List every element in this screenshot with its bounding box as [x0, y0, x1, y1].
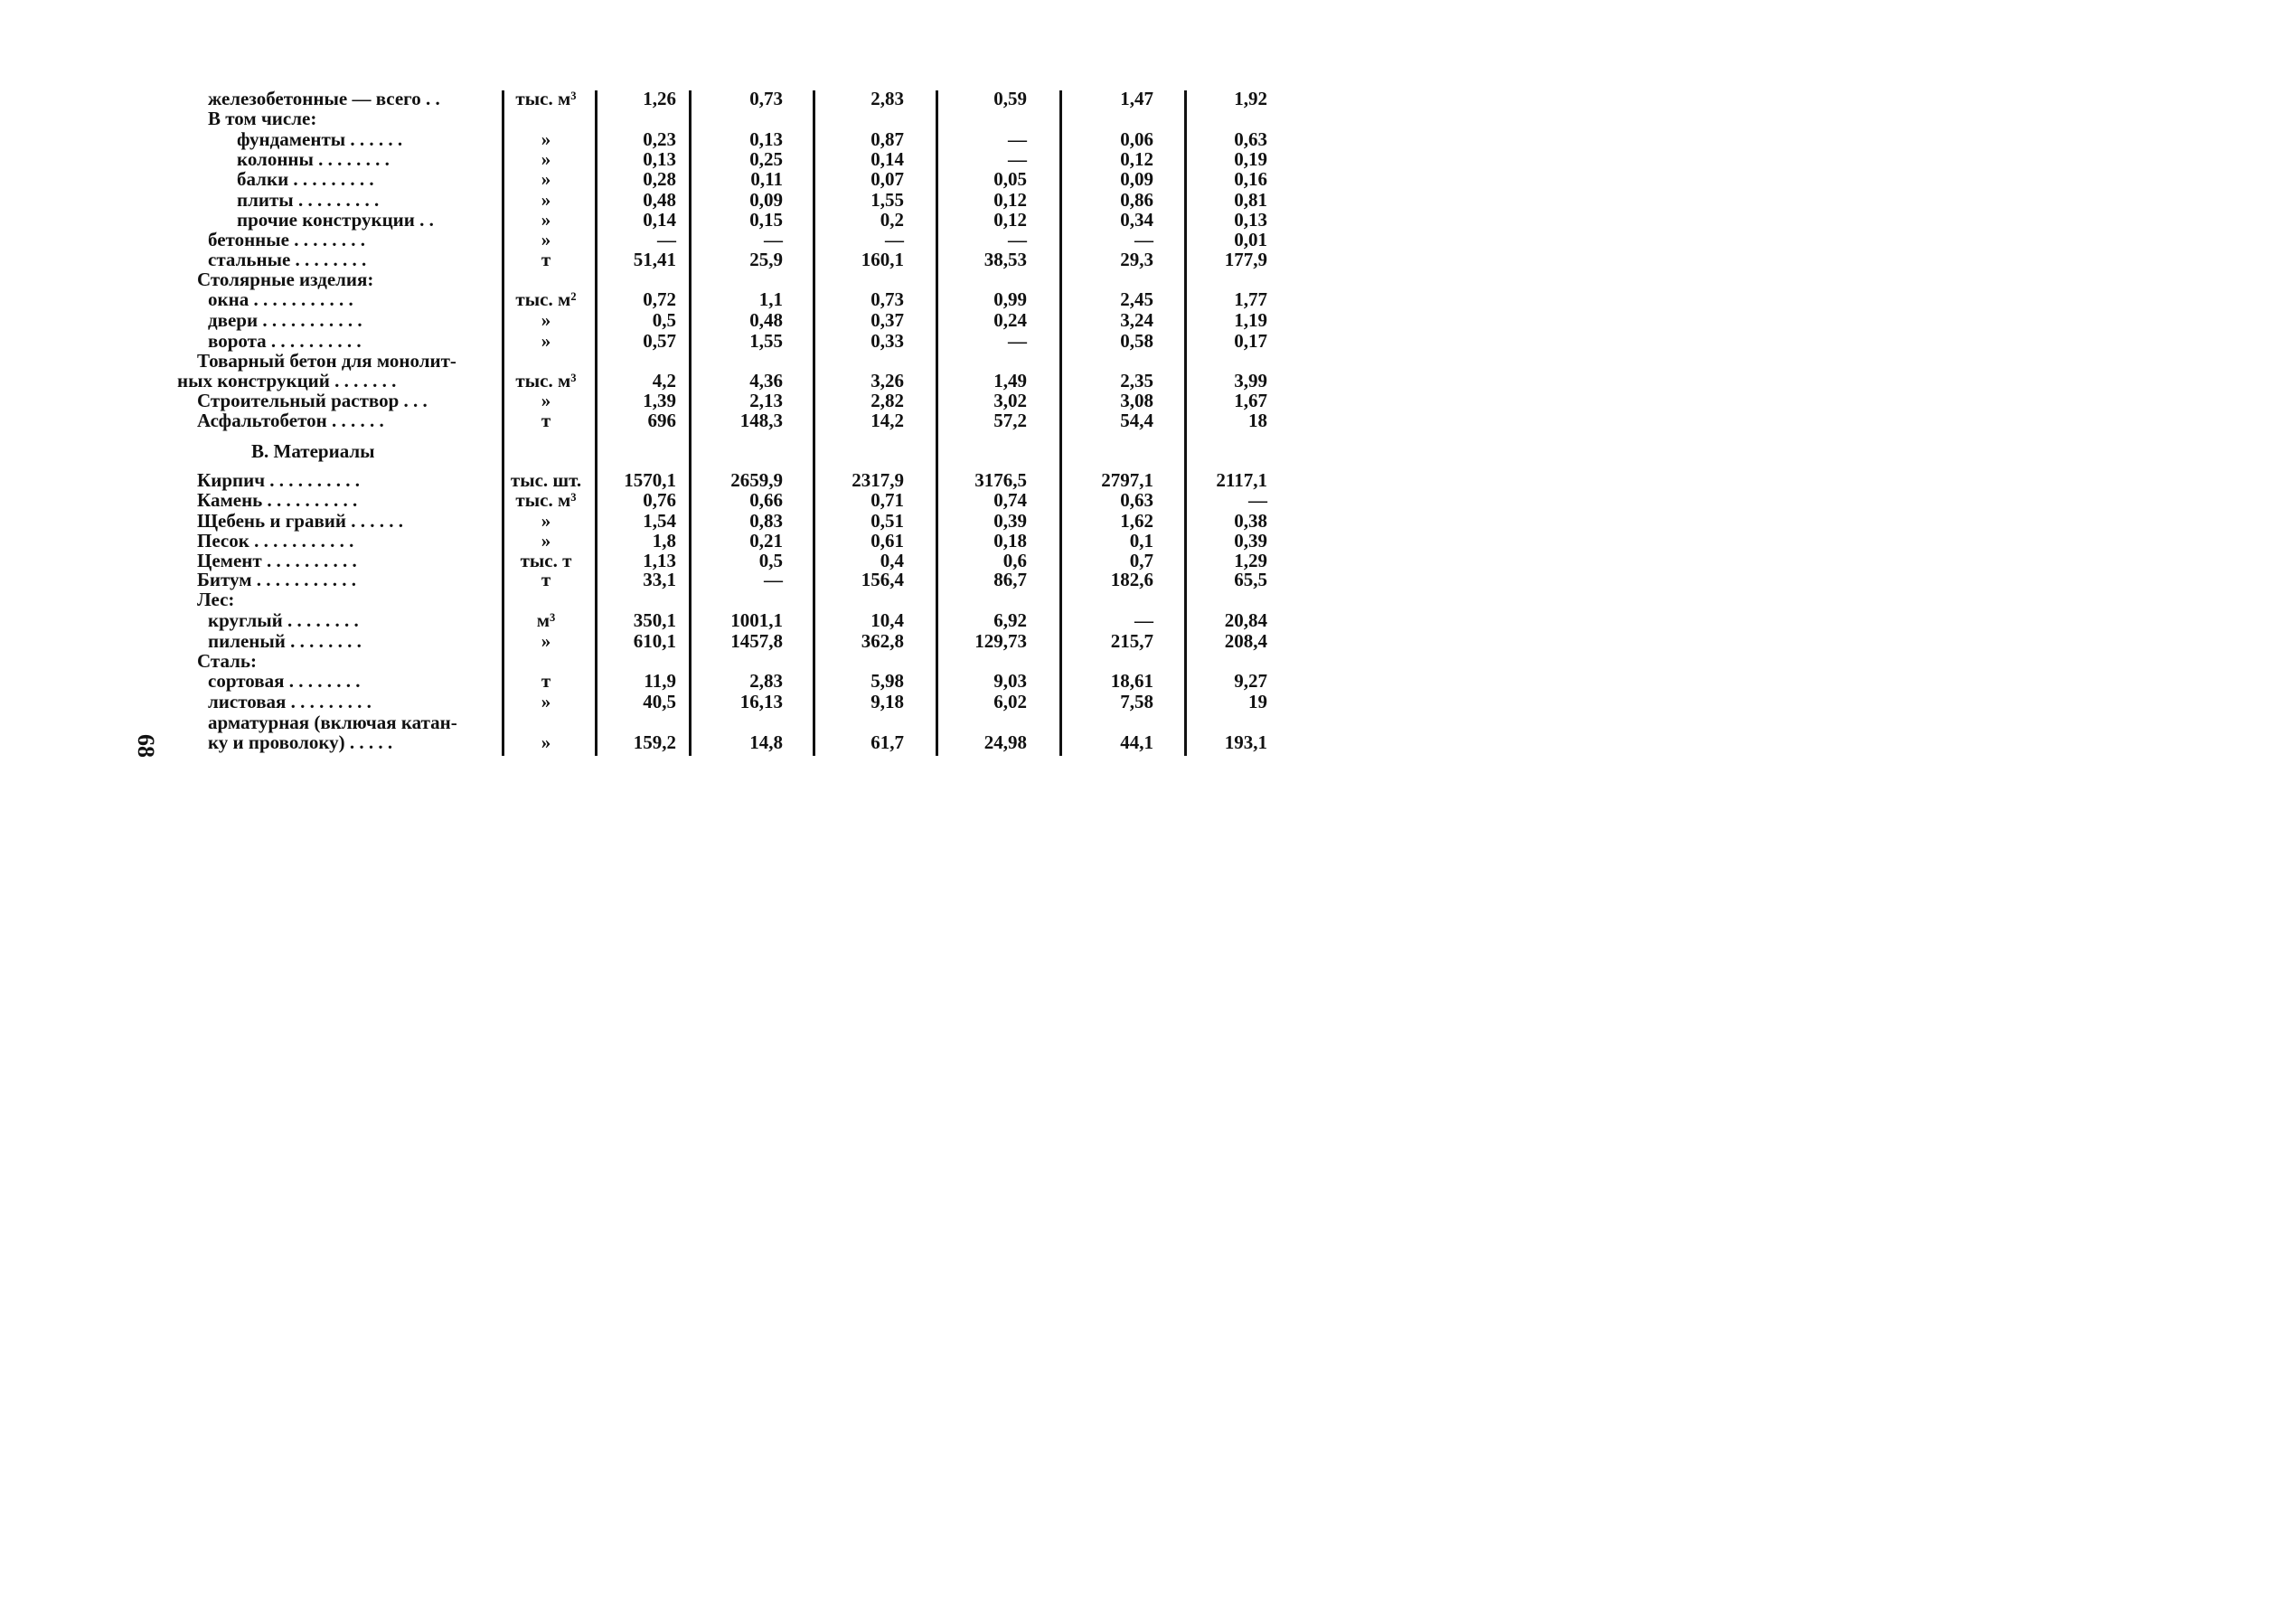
value-cell: 148,3	[739, 410, 783, 431]
value-cell	[805, 351, 904, 371]
table-row	[0, 371, 1412, 391]
value-cell: 1,92	[1234, 88, 1267, 109]
value-cell: —	[1134, 229, 1153, 250]
row-label: ку и проволоку) . . . . .	[208, 731, 393, 753]
value-cell: 65,5	[1234, 569, 1267, 590]
unit-cell: »	[541, 691, 551, 712]
value-cell: 0,5	[758, 550, 783, 571]
value-cell	[805, 712, 904, 732]
value-cell: 2317,9	[852, 469, 904, 491]
value-cell: 0,5	[652, 309, 676, 331]
row-label: Кирпич . . . . . . . . . .	[197, 469, 361, 491]
unit-cell: т	[541, 569, 551, 590]
value-cell: 9,27	[1234, 670, 1267, 692]
table-row	[0, 230, 1412, 250]
unit-cell: »	[541, 630, 551, 652]
table-row	[0, 250, 1412, 269]
value-cell: 0,12	[993, 209, 1027, 231]
value-cell: 0,74	[993, 489, 1027, 511]
value-cell: 0,2	[880, 209, 904, 231]
value-cell: 0,87	[870, 128, 904, 150]
value-cell: 5,98	[870, 670, 904, 692]
value-cell: 0,73	[749, 88, 783, 109]
value-cell: —	[1008, 330, 1027, 352]
value-cell: 9,18	[870, 691, 904, 712]
table-row	[0, 470, 1412, 490]
value-cell: 0,11	[750, 168, 783, 190]
value-cell: 0,09	[749, 189, 783, 211]
unit-cell: »	[541, 128, 551, 150]
table-row	[0, 210, 1412, 230]
value-cell: 0,37	[870, 309, 904, 331]
unit-cell: »	[541, 209, 551, 231]
row-label: Столярные изделия:	[197, 269, 374, 290]
value-cell: 0,71	[870, 489, 904, 511]
value-cell: 0,18	[993, 530, 1027, 552]
value-cell	[683, 712, 783, 732]
table-row	[0, 129, 1412, 149]
unit-cell: »	[541, 229, 551, 250]
value-cell: 0,58	[1120, 330, 1153, 352]
value-cell	[1168, 108, 1267, 128]
value-cell: 6,02	[993, 691, 1027, 712]
value-cell: 0,13	[643, 148, 676, 170]
value-cell	[1168, 651, 1267, 671]
value-cell: 54,4	[1120, 410, 1153, 431]
value-cell: 0,83	[749, 510, 783, 532]
value-cell	[805, 589, 904, 609]
value-cell: 2,83	[870, 88, 904, 109]
value-cell: 20,84	[1224, 609, 1267, 631]
row-label: В том числе:	[208, 108, 317, 129]
value-cell: 1,26	[643, 88, 676, 109]
value-cell	[1168, 589, 1267, 609]
table-row	[0, 671, 1412, 691]
table-row	[0, 551, 1412, 571]
row-label: листовая . . . . . . . . .	[208, 691, 372, 712]
value-cell: 2,82	[870, 390, 904, 411]
value-cell	[805, 108, 904, 128]
table-row	[0, 289, 1412, 309]
unit-cell: м³	[536, 609, 556, 631]
section-title: В. Материалы	[251, 440, 375, 462]
page-number: 68	[133, 734, 159, 758]
value-cell: 0,07	[870, 168, 904, 190]
value-cell: —	[1134, 609, 1153, 631]
value-cell: 3,99	[1234, 370, 1267, 391]
row-label: круглый . . . . . . . .	[208, 609, 359, 631]
value-cell	[577, 651, 676, 671]
value-cell: 1,55	[870, 189, 904, 211]
row-label: фундаменты . . . . . .	[237, 128, 403, 150]
value-cell: 7,58	[1120, 691, 1153, 712]
value-cell: 0,17	[1234, 330, 1267, 352]
column-divider	[1059, 90, 1062, 756]
value-cell: 1,49	[993, 370, 1027, 391]
row-label: железобетонные — всего . .	[208, 88, 440, 109]
value-cell: 0,01	[1234, 229, 1267, 250]
value-cell: —	[885, 229, 904, 250]
unit-cell: »	[541, 530, 551, 552]
unit-cell: »	[541, 189, 551, 211]
unit-cell: тыс. шт.	[510, 469, 582, 491]
value-cell	[683, 651, 783, 671]
value-cell: —	[1008, 148, 1027, 170]
value-cell: 33,1	[643, 569, 676, 590]
table-row	[0, 511, 1412, 531]
column-divider	[1184, 90, 1187, 756]
value-cell: 18,61	[1110, 670, 1153, 692]
value-cell: 0,7	[1129, 550, 1153, 571]
value-cell: 2,13	[749, 390, 783, 411]
value-cell: 1001,1	[730, 609, 783, 631]
value-cell: 0,12	[993, 189, 1027, 211]
value-cell: 362,8	[861, 630, 904, 652]
value-cell: 215,7	[1110, 630, 1153, 652]
table-row	[0, 692, 1412, 712]
row-label: Камень . . . . . . . . . .	[197, 489, 358, 511]
value-cell: 86,7	[993, 569, 1027, 590]
unit-cell: тыс. м³	[515, 370, 577, 391]
value-cell: 2,35	[1120, 370, 1153, 391]
value-cell: 1,62	[1120, 510, 1153, 532]
value-cell: 2,83	[749, 670, 783, 692]
value-cell: 4,36	[749, 370, 783, 391]
value-cell: 0,81	[1234, 189, 1267, 211]
value-cell: 0,66	[749, 489, 783, 511]
table-row	[0, 89, 1412, 108]
value-cell	[683, 589, 783, 609]
value-cell: 2659,9	[730, 469, 783, 491]
value-cell: 0,1	[1129, 530, 1153, 552]
value-cell: —	[1248, 489, 1267, 511]
column-divider	[813, 90, 815, 756]
row-label: пиленый . . . . . . . .	[208, 630, 362, 652]
table-row	[0, 190, 1412, 210]
value-cell: 0,6	[1002, 550, 1027, 571]
column-divider	[689, 90, 692, 756]
value-cell: 14,2	[870, 410, 904, 431]
table-row	[0, 310, 1412, 330]
value-cell: —	[1008, 128, 1027, 150]
value-cell: 0,76	[643, 489, 676, 511]
row-label: балки . . . . . . . . .	[237, 168, 374, 190]
value-cell: 0,73	[870, 288, 904, 310]
row-label: Щебень и гравий . . . . . .	[197, 510, 403, 532]
table-row	[0, 331, 1412, 351]
row-label: Битум . . . . . . . . . . .	[197, 569, 357, 590]
value-cell: —	[657, 229, 676, 250]
value-cell: 0,86	[1120, 189, 1153, 211]
value-cell	[577, 351, 676, 371]
column-divider	[595, 90, 598, 756]
value-cell: 1,54	[643, 510, 676, 532]
unit-cell: тыс. м³	[515, 489, 577, 511]
value-cell	[927, 712, 1027, 732]
row-label: прочие конструкции . .	[237, 209, 434, 231]
value-cell: 40,5	[643, 691, 676, 712]
value-cell: 0,4	[880, 550, 904, 571]
table-row	[0, 610, 1412, 630]
value-cell: 610,1	[633, 630, 676, 652]
value-cell: 193,1	[1224, 731, 1267, 753]
row-label: Строительный раствор . . .	[197, 390, 428, 411]
value-cell: 1,13	[643, 550, 676, 571]
value-cell: 0,15	[749, 209, 783, 231]
value-cell: 0,12	[1120, 148, 1153, 170]
value-cell	[1054, 351, 1153, 371]
row-label: Песок . . . . . . . . . . .	[197, 530, 354, 552]
table-row	[0, 712, 1412, 732]
value-cell: 0,51	[870, 510, 904, 532]
value-cell	[1168, 712, 1267, 732]
value-cell	[927, 108, 1027, 128]
row-label: арматурная (включая катан-	[208, 712, 457, 733]
value-cell: 16,13	[739, 691, 783, 712]
value-cell: 19	[1248, 691, 1267, 712]
value-cell: 2117,1	[1216, 469, 1267, 491]
value-cell: 0,05	[993, 168, 1027, 190]
value-cell: 0,48	[643, 189, 676, 211]
unit-cell: т	[541, 670, 551, 692]
value-cell: 0,06	[1120, 128, 1153, 150]
value-cell: 0,14	[870, 148, 904, 170]
row-label: Лес:	[197, 589, 235, 610]
value-cell: 3,26	[870, 370, 904, 391]
row-label: плиты . . . . . . . . .	[237, 189, 380, 211]
value-cell: 0,59	[993, 88, 1027, 109]
value-cell	[1054, 712, 1153, 732]
table-row	[0, 589, 1412, 609]
row-label: Сталь:	[197, 650, 258, 672]
value-cell: 1,55	[749, 330, 783, 352]
value-cell: 9,03	[993, 670, 1027, 692]
value-cell: 0,72	[643, 288, 676, 310]
value-cell: 4,2	[652, 370, 676, 391]
value-cell	[683, 351, 783, 371]
value-cell: 696	[647, 410, 676, 431]
unit-cell: тыс. м²	[515, 288, 577, 310]
row-label: сортовая . . . . . . . .	[208, 670, 361, 692]
value-cell	[683, 108, 783, 128]
unit-cell: тыс. м³	[515, 88, 577, 109]
value-cell: 3,24	[1120, 309, 1153, 331]
value-cell	[683, 269, 783, 289]
value-cell	[927, 351, 1027, 371]
value-cell: —	[1008, 229, 1027, 250]
row-label: бетонные . . . . . . . .	[208, 229, 365, 250]
value-cell: 0,25	[749, 148, 783, 170]
value-cell: 177,9	[1224, 249, 1267, 270]
unit-cell: »	[541, 390, 551, 411]
value-cell: 0,16	[1234, 168, 1267, 190]
table-row	[0, 570, 1412, 589]
unit-cell: т	[541, 249, 551, 270]
value-cell: 61,7	[870, 731, 904, 753]
value-cell: 182,6	[1110, 569, 1153, 590]
row-label: ных конструкций . . . . . . .	[177, 370, 397, 391]
value-cell: 29,3	[1120, 249, 1153, 270]
table-row	[0, 531, 1412, 551]
value-cell: 18	[1248, 410, 1267, 431]
table-row	[0, 732, 1412, 752]
unit-cell: »	[541, 731, 551, 753]
value-cell: 0,61	[870, 530, 904, 552]
row-label: колонны . . . . . . . .	[237, 148, 390, 170]
row-label: Цемент . . . . . . . . . .	[197, 550, 357, 571]
row-label: ворота . . . . . . . . . .	[208, 330, 362, 352]
value-cell: 10,4	[870, 609, 904, 631]
value-cell	[1168, 269, 1267, 289]
row-label: окна . . . . . . . . . . .	[208, 288, 353, 310]
value-cell: 0,21	[749, 530, 783, 552]
value-cell: 160,1	[861, 249, 904, 270]
table-row	[0, 391, 1412, 410]
table-row	[0, 490, 1412, 510]
table-row	[0, 651, 1412, 671]
unit-cell: »	[541, 309, 551, 331]
row-label: двери . . . . . . . . . . .	[208, 309, 362, 331]
value-cell: 3,08	[1120, 390, 1153, 411]
value-cell: 1,47	[1120, 88, 1153, 109]
value-cell: 0,13	[1234, 209, 1267, 231]
table-row	[0, 149, 1412, 169]
value-cell	[927, 589, 1027, 609]
value-cell: 1,1	[758, 288, 783, 310]
unit-cell: »	[541, 148, 551, 170]
value-cell: 0,63	[1120, 489, 1153, 511]
table-row	[0, 631, 1412, 651]
table-row	[0, 108, 1412, 128]
value-cell: 11,9	[644, 670, 676, 692]
value-cell: 0,14	[643, 209, 676, 231]
value-cell: 1457,8	[730, 630, 783, 652]
row-label: стальные . . . . . . . .	[208, 249, 367, 270]
table-row	[0, 351, 1412, 371]
value-cell	[1054, 589, 1153, 609]
value-cell: 6,92	[993, 609, 1027, 631]
unit-cell: »	[541, 168, 551, 190]
value-cell: 0,39	[993, 510, 1027, 532]
value-cell: 0,13	[749, 128, 783, 150]
value-cell: 0,63	[1234, 128, 1267, 150]
value-cell	[1168, 351, 1267, 371]
value-cell: 1,67	[1234, 390, 1267, 411]
value-cell: 0,38	[1234, 510, 1267, 532]
value-cell: 0,19	[1234, 148, 1267, 170]
value-cell: 24,98	[983, 731, 1027, 753]
value-cell: 1570,1	[624, 469, 676, 491]
value-cell: 2,45	[1120, 288, 1153, 310]
unit-cell: т	[541, 410, 551, 431]
value-cell: 1,8	[652, 530, 676, 552]
value-cell: 1,19	[1234, 309, 1267, 331]
value-cell: 0,09	[1120, 168, 1153, 190]
value-cell	[577, 269, 676, 289]
value-cell: 3,02	[993, 390, 1027, 411]
column-divider	[936, 90, 938, 756]
value-cell: 0,57	[643, 330, 676, 352]
table-row	[0, 410, 1412, 430]
value-cell: 1,77	[1234, 288, 1267, 310]
value-cell: 51,41	[633, 249, 676, 270]
value-cell: 156,4	[861, 569, 904, 590]
value-cell: —	[764, 229, 783, 250]
value-cell: 0,23	[643, 128, 676, 150]
value-cell: 38,53	[983, 249, 1027, 270]
value-cell	[805, 269, 904, 289]
unit-cell: »	[541, 330, 551, 352]
row-label: Асфальтобетон . . . . . .	[197, 410, 384, 431]
unit-cell: тыс. т	[520, 550, 572, 571]
value-cell	[577, 589, 676, 609]
value-cell: 14,8	[749, 731, 783, 753]
value-cell: 3176,5	[974, 469, 1027, 491]
value-cell: 0,39	[1234, 530, 1267, 552]
column-divider	[502, 90, 504, 756]
value-cell	[1054, 269, 1153, 289]
value-cell: 0,34	[1120, 209, 1153, 231]
row-label: Товарный бетон для монолит-	[197, 350, 456, 372]
value-cell: 1,29	[1234, 550, 1267, 571]
value-cell: 129,73	[974, 630, 1027, 652]
value-cell: 208,4	[1224, 630, 1267, 652]
document-page	[0, 0, 1412, 998]
value-cell: 0,48	[749, 309, 783, 331]
value-cell	[1054, 651, 1153, 671]
value-cell: 0,28	[643, 168, 676, 190]
value-cell: 25,9	[749, 249, 783, 270]
value-cell	[577, 108, 676, 128]
value-cell: 0,33	[870, 330, 904, 352]
value-cell	[805, 651, 904, 671]
value-cell: 0,99	[993, 288, 1027, 310]
unit-cell: »	[541, 510, 551, 532]
value-cell: 350,1	[633, 609, 676, 631]
value-cell: 2797,1	[1101, 469, 1153, 491]
value-cell: 159,2	[633, 731, 676, 753]
value-cell	[927, 269, 1027, 289]
value-cell	[927, 651, 1027, 671]
value-cell: 57,2	[993, 410, 1027, 431]
value-cell	[577, 712, 676, 732]
value-cell: 0,24	[993, 309, 1027, 331]
value-cell	[1054, 108, 1153, 128]
value-cell: —	[764, 569, 783, 590]
value-cell: 1,39	[643, 390, 676, 411]
table-row	[0, 269, 1412, 289]
table-row	[0, 169, 1412, 189]
value-cell: 44,1	[1120, 731, 1153, 753]
